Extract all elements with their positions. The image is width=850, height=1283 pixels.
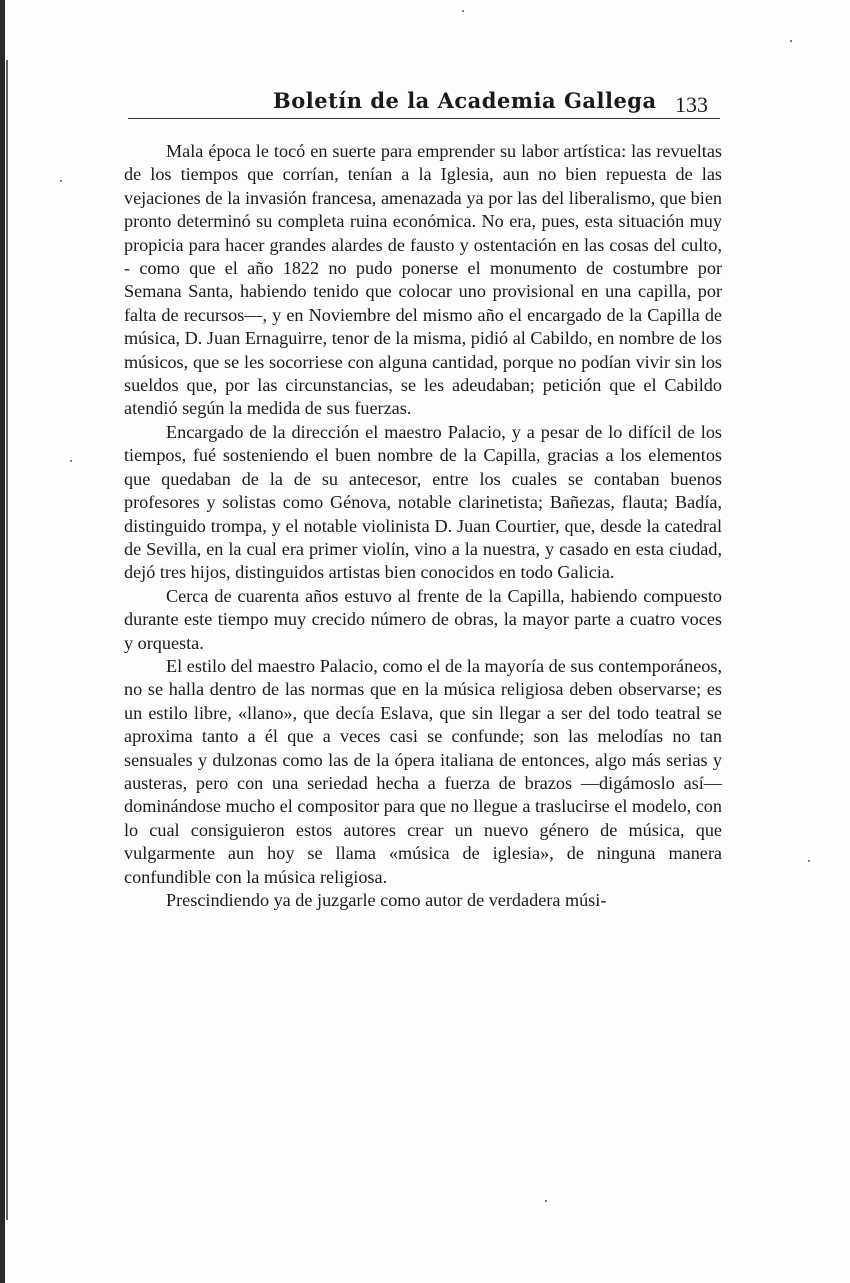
scan-speck: [545, 1200, 547, 1202]
journal-title: Boletín de la Academia Gallega: [273, 88, 657, 113]
scan-speck: [808, 860, 810, 862]
scan-speck: [70, 460, 72, 462]
paragraph: Encargado de la dirección el maestro Palacio, y a pesar de lo difícil de los tiempos, fué sosteniendo el buen nombre de la Capilla, gracias a los elementos que quedaban de la de su antecesor, entre los cuales se contaban buenos profesores y solistas como Génova, notable clarinetista; Bañezas, flauta; Badía, distinguido trompa, y el notable violinista D. Juan Courtier, que, desde la catedral de Sevilla, en la cual era primer violín, vino a la nuestra, y casado en esta ciudad, dejó tres hijos, distinguidos artistas bien conocidos en todo Galicia.: [124, 421, 722, 583]
binding-shadow: [6, 60, 8, 1220]
scan-speck: [60, 180, 62, 182]
paragraph: Mala época le tocó en suerte para emprender su labor artística: las revueltas de los tiempos que corrían, tenían a la Iglesia, aun no bien repuesta de las vejaciones de la invasión francesa, amenazada ya por las del liberalismo, que bien pronto determinó su completa ruina económica. No era, pues, esta situación muy propicia para hacer grandes alardes de fausto y ostentación en las cosas del culto, - como que el año 1822 no pudo ponerse el monumento de costumbre por Semana Santa, habiendo tenido que colocar uno provisional en una capilla, por falta de recursos—, y en Noviembre del mismo año el encargado de la Capilla de música, D. Juan Ernaguirre, tenor de la misma, pidió al Cabildo, en nombre de los músicos, que se les socorriese con alguna cantidad, porque no podían vivir sin los sueldos que, por las circunstancias, se les adeudaban; petición que el Cabildo atendió según la medida de sus fuerzas.: [124, 141, 722, 419]
scan-speck: [462, 10, 464, 12]
scan-speck: [790, 40, 792, 42]
binding-edge: [0, 0, 5, 1283]
page-number: 133: [675, 92, 708, 117]
paragraph: Prescindiendo ya de juzgarle como autor de verdadera músi-: [166, 890, 607, 910]
body-text: [124, 140, 722, 912]
header-rule: [128, 118, 720, 119]
running-header: [128, 86, 720, 124]
paragraph: Cerca de cuarenta años estuvo al frente de la Capilla, habiendo compuesto durante este tiempo muy crecido número de obras, la mayor parte a cuatro voces y orquesta.: [124, 585, 722, 653]
paragraph: El estilo del maestro Palacio, como el de la mayoría de sus contemporáneos, no se halla dentro de las normas que en la música religiosa deben observarse; es un estilo libre, «llano», que decía Eslava, que sin llegar a ser del todo teatral se aproxima tanto a él que a veces casi se confunde; son las melodías no tan sensuales y dulzonas como las de la ópera italiana de entonces, algo más serias y austeras, pero con una seriedad hecha a fuerza de brazos —digámoslo así— dominándose mucho el compositor para que no llegue a traslucirse el modelo, con lo cual consiguieron estos autores crear un nuevo género de música, que vulgarmente aun hoy se llama «música de iglesia», de ninguna manera confundible con la música religiosa.: [124, 655, 722, 887]
